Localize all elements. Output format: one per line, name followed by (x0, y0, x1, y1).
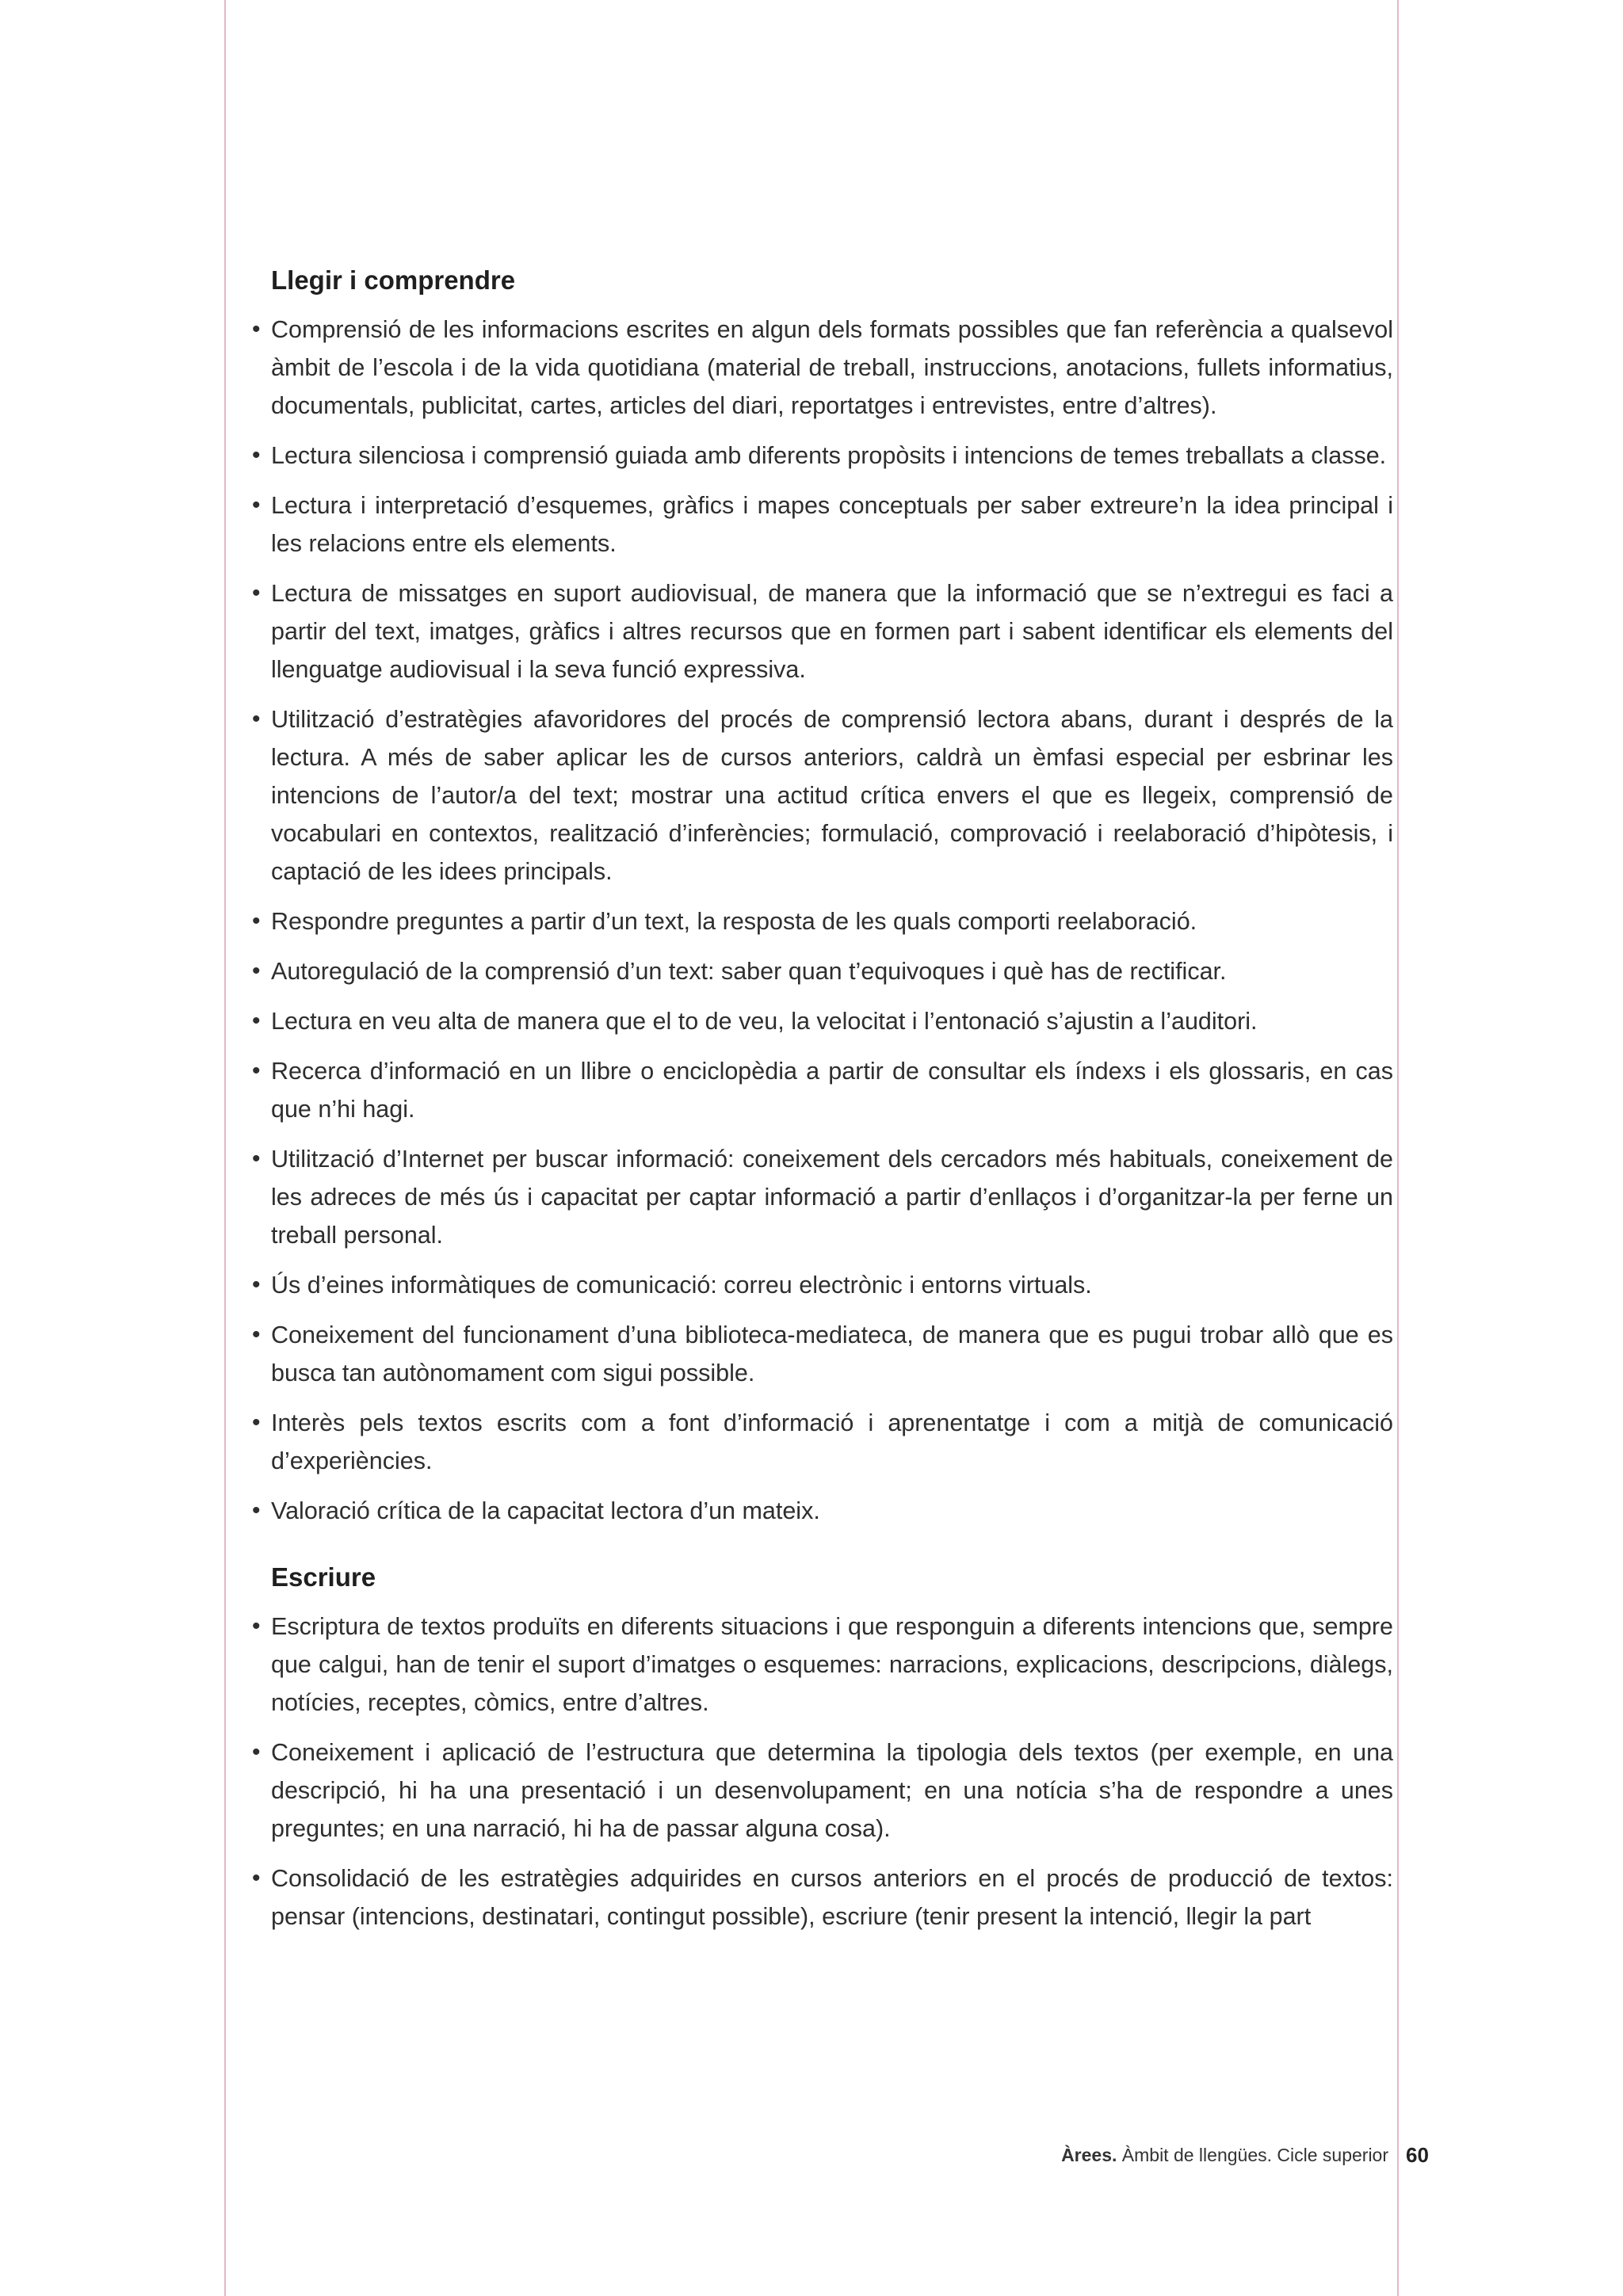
list-item (252, 1002, 1393, 1040)
list-item (252, 1140, 1393, 1254)
list-item-text: Recerca d’informació en un llibre o enciclopèdia a partir de consultar els índexs i els glossaris, en cas que n’hi hagi. (271, 1058, 1393, 1123)
bullet-icon: • (252, 442, 261, 468)
list-item (252, 574, 1393, 688)
list-item (252, 1266, 1393, 1304)
bullet-icon: • (252, 1322, 261, 1348)
list-item-text: Lectura en veu alta de manera que el to de veu, la velocitat i l’entonació s’ajustin a l’auditori. (271, 1008, 1258, 1035)
bullet-icon: • (252, 908, 261, 934)
bullet-icon: • (252, 316, 261, 342)
list-item (252, 1404, 1393, 1480)
bullet-icon: • (252, 1409, 261, 1436)
list-item-text: Ús d’eines informàtiques de comunicació: correu electrònic i entorns virtuals. (271, 1272, 1092, 1299)
bullet-icon: • (252, 706, 261, 732)
list-item-text: Coneixement i aplicació de l’estructura que determina la tipologia dels textos (per exemple, en una descripció, hi ha una presentació i un desenvolupament; en una notícia s’ha de respondre a unes preguntes; en una narració, hi ha de passar alguna cosa). (271, 1739, 1393, 1842)
page-number: 60 (1406, 2143, 1429, 2167)
list-item (252, 1608, 1393, 1722)
list-item (252, 1492, 1393, 1530)
list-item (252, 311, 1393, 425)
list-item-text: Autoregulació de la comprensió d’un text: saber quan t’equivoques i què has de rectificar. (271, 958, 1227, 985)
list-item (252, 902, 1393, 940)
bullet-icon: • (252, 1008, 261, 1034)
list-item (252, 1052, 1393, 1128)
list-item-text: Consolidació de les estratègies adquirides en cursos anteriors en el procés de producció de textos: pensar (intencions, destinatari, contingut possible), escriure (tenir present la intenció, llegir la part (271, 1865, 1393, 1930)
section-heading-escriure: Escriure (271, 1562, 376, 1592)
bullet-icon: • (252, 1272, 261, 1298)
list-item-text: Valoració crítica de la capacitat lectora d’un mateix. (271, 1497, 820, 1524)
bullet-icon: • (252, 1146, 261, 1172)
bullet-icon: • (252, 492, 261, 518)
list-item (252, 1733, 1393, 1848)
list-item (252, 952, 1393, 990)
list-item-text: Escriptura de textos produïts en diferents situacions i que responguin a diferents intencions que, sempre que calgui, han de tenir el suport d’imatges o esquemes: narracions, explicacions, descripcions, diàlegs, notícies, receptes, còmics, entre d’altres. (271, 1613, 1393, 1716)
list-item-text: Respondre preguntes a partir d’un text, la resposta de les quals comporti reelaboració. (271, 908, 1197, 935)
bullet-icon: • (252, 1865, 261, 1891)
section-heading-llegir: Llegir i comprendre (271, 265, 516, 295)
page-margin-rule-left (224, 0, 226, 2296)
bullet-icon: • (252, 958, 261, 984)
list-item (252, 486, 1393, 563)
page-margin-rule-right (1397, 0, 1399, 2296)
bullet-icon: • (252, 1739, 261, 1765)
page-footer (1061, 2139, 1388, 2171)
list-item-text: Interès pels textos escrits com a font d’informació i aprenentatge i com a mitjà de comunicació d’experiències. (271, 1409, 1393, 1474)
bullet-icon: • (252, 580, 261, 606)
list-item (252, 1316, 1393, 1392)
bullet-icon: • (252, 1613, 261, 1639)
list-item-text: Lectura silenciosa i comprensió guiada amb diferents propòsits i intencions de temes treballats a classe. (271, 442, 1387, 469)
list-item-text: Lectura de missatges en suport audiovisual, de manera que la informació que se n’extregui es faci a partir del text, imatges, gràfics i altres recursos que en formen part i sabent identificar els elements del llenguatge audiovisual i la seva funció expressiva. (271, 580, 1393, 683)
document-body (252, 261, 1393, 1947)
list-item-text: Utilització d’Internet per buscar informació: coneixement dels cercadors més habituals, coneixement de les adreces de més ús i capacitat per captar informació a partir d’enllaços i d’organitzar-la per ferne un treball personal. (271, 1146, 1393, 1249)
bullet-icon: • (252, 1058, 261, 1084)
list-item (252, 700, 1393, 891)
list-item-text: Lectura i interpretació d’esquemes, gràfics i mapes conceptuals per saber extreure’n la idea principal i les relacions entre els elements. (271, 492, 1393, 557)
bullet-list-escriure (252, 1608, 1393, 1936)
list-item-text: Coneixement del funcionament d’una biblioteca-mediateca, de manera que es pugui trobar allò que es busca tan autònomament com sigui possible. (271, 1322, 1393, 1386)
list-item-text: Utilització d’estratègies afavoridores del procés de comprensió lectora abans, durant i després de la lectura. A més de saber aplicar les de cursos anteriors, caldrà un èmfasi especial per esbrinar les intencions de l’autor/a del text; mostrar una actitud crítica envers el que es llegeix, comprensió de vocabulari en contextos, realització d’inferències; formulació, comprovació i reelaboració d’hipòtesis, i captació de les idees principals. (271, 706, 1393, 885)
bullet-list-llegir (252, 311, 1393, 1530)
footer-area-label: Àrees. (1061, 2145, 1117, 2165)
list-item (252, 437, 1393, 475)
footer-title: Àmbit de llengües. Cicle superior (1117, 2145, 1388, 2165)
list-item (252, 1859, 1393, 1936)
list-item-text: Comprensió de les informacions escrites en algun dels formats possibles que fan referència a qualsevol àmbit de l’escola i de la vida quotidiana (material de treball, instruccions, anotacions, fullets informatius, documentals, publicitat, cartes, articles del diari, reportatges i entrevistes, entre d’altres). (271, 316, 1393, 419)
bullet-icon: • (252, 1497, 261, 1524)
